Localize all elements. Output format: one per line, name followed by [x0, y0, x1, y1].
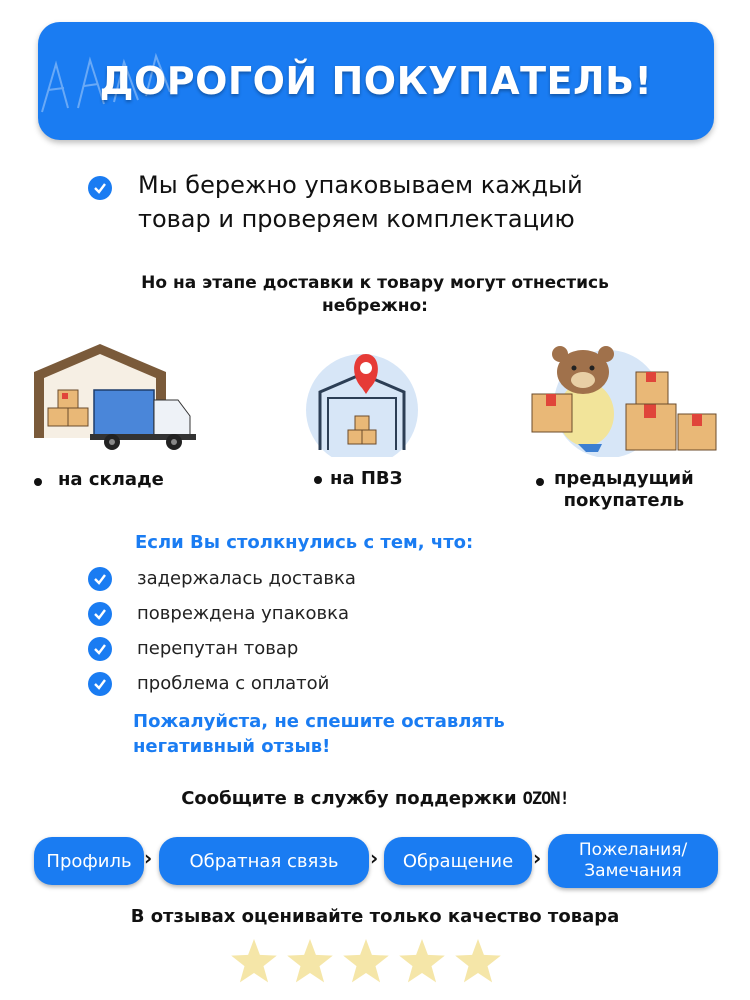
place-label-previous-buyer [554, 468, 694, 512]
check-icon [88, 672, 112, 696]
warning-line: небрежно: [322, 296, 428, 316]
issues-heading: Если Вы столкнулись с тем, что: [135, 532, 474, 553]
step-label-line: Пожелания/ [578, 840, 688, 860]
star-icon [455, 939, 501, 982]
plea-line: Пожалуйста, не спешите оставлять [133, 711, 505, 732]
issue-item: повреждена упаковка [137, 603, 349, 624]
place-label-pickup-point: на ПВЗ [330, 468, 403, 489]
bullet [536, 478, 544, 486]
place-label-line: предыдущий [554, 468, 694, 489]
check-icon [88, 176, 112, 200]
bullet [34, 478, 42, 486]
step-wishes [548, 834, 718, 888]
support-text: Сообщите в службу поддержки [181, 788, 517, 809]
support-line [40, 788, 710, 809]
bullet [314, 476, 322, 484]
issue-item: перепутан товар [137, 638, 299, 659]
review-plea [133, 709, 633, 759]
warning-line: Но на этапе доставки к товару могут отнестись [141, 273, 609, 293]
intro-line: товар и проверяем комплектацию [138, 205, 575, 233]
check-icon [88, 637, 112, 661]
chevron-right-icon: › [370, 846, 379, 870]
intro-text [138, 168, 698, 236]
chevron-right-icon: › [533, 846, 542, 870]
warehouse-truck-icon [30, 338, 205, 453]
rating-instruction: В отзывах оценивайте только качество товара [130, 906, 620, 927]
intro-line: Мы бережно упаковываем каждый [138, 171, 583, 199]
step-label-line: Замечания [584, 861, 682, 881]
rating-stars [228, 936, 508, 988]
check-icon [88, 567, 112, 591]
delivery-warning [40, 272, 710, 318]
page-title: ДОРОГОЙ ПОКУПАТЕЛЬ! [99, 59, 653, 103]
bear-with-boxes-icon [528, 342, 723, 457]
star-icon [343, 939, 389, 982]
issue-item: задержалась доставка [137, 568, 356, 589]
issue-item: проблема с оплатой [137, 673, 330, 694]
star-icon [231, 939, 277, 982]
star-icon [399, 939, 445, 982]
step-feedback: Обратная связь [159, 837, 369, 885]
step-profile: Профиль [34, 837, 144, 885]
place-label-line: покупатель [563, 490, 685, 511]
place-label-warehouse: на складе [58, 469, 164, 490]
plea-line: негативный отзыв! [133, 736, 331, 757]
ozon-brand: OZON! [522, 789, 569, 809]
star-icon [287, 939, 333, 982]
step-request: Обращение [384, 837, 532, 885]
check-icon [88, 602, 112, 626]
chevron-right-icon: › [144, 846, 153, 870]
pickup-point-icon [302, 342, 424, 457]
